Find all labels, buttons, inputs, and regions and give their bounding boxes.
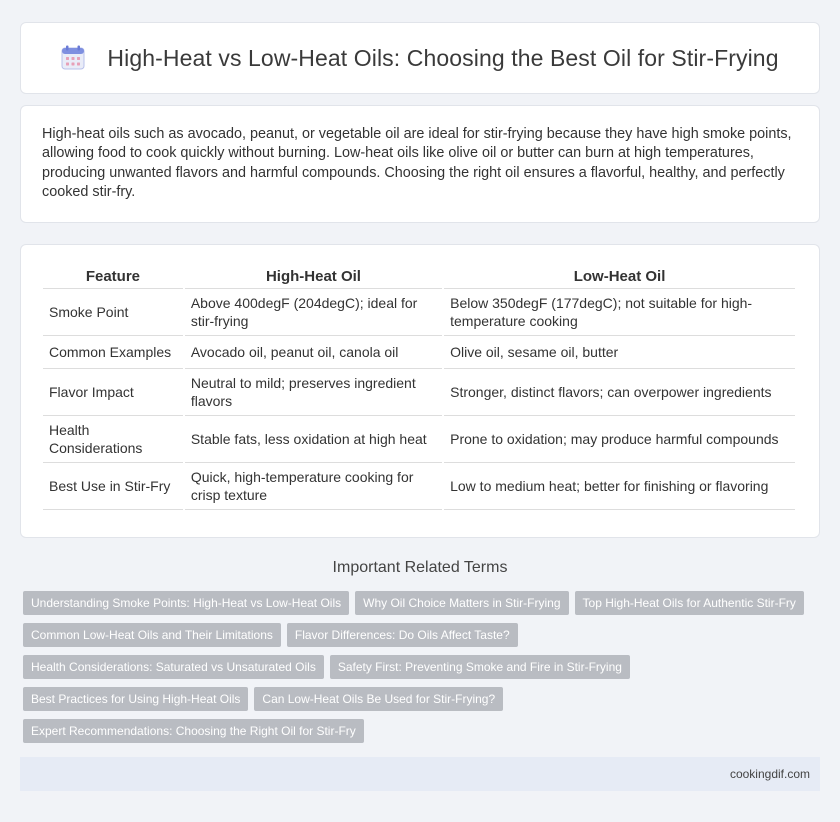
table-header-row: [43, 263, 795, 289]
comparison-table: [41, 263, 797, 510]
intro-card: [20, 105, 820, 223]
page-header: [20, 22, 820, 94]
table-cell: Olive oil, sesame oil, butter: [444, 336, 795, 369]
related-term-tag[interactable]: Top High-Heat Oils for Authentic Stir-Fry: [575, 591, 804, 615]
table-row: [43, 289, 795, 336]
related-term-tag[interactable]: Expert Recommendations: Choosing the Right Oil for Stir-Fry: [23, 719, 364, 743]
table-cell: Smoke Point: [43, 289, 183, 336]
related-term-tag[interactable]: Health Considerations: Saturated vs Unsaturated Oils: [23, 655, 324, 679]
table-cell: Best Use in Stir-Fry: [43, 463, 183, 510]
related-term-tag[interactable]: Understanding Smoke Points: High-Heat vs Low-Heat Oils: [23, 591, 349, 615]
table-cell: Avocado oil, peanut oil, canola oil: [185, 336, 442, 369]
related-term-tag[interactable]: Common Low-Heat Oils and Their Limitations: [23, 623, 281, 647]
comparison-table-card: [20, 244, 820, 538]
column-header: Low-Heat Oil: [444, 263, 795, 289]
related-terms-list: [23, 591, 823, 743]
related-term-tag[interactable]: Best Practices for Using High-Heat Oils: [23, 687, 248, 711]
table-cell: Below 350degF (177degC); not suitable for high-temperature cooking: [444, 289, 795, 336]
table-cell: Stronger, distinct flavors; can overpower ingredients: [444, 369, 795, 416]
table-cell: Flavor Impact: [43, 369, 183, 416]
table-cell: Stable fats, less oxidation at high heat: [185, 416, 442, 463]
table-cell: Neutral to mild; preserves ingredient flavors: [185, 369, 442, 416]
table-cell: Low to medium heat; better for finishing or flavoring: [444, 463, 795, 510]
table-row: [43, 369, 795, 416]
table-row: [43, 336, 795, 369]
column-header: High-Heat Oil: [185, 263, 442, 289]
page-title: High-Heat vs Low-Heat Oils: Choosing the Best Oil for Stir-Frying: [107, 44, 779, 71]
footer: [20, 757, 820, 791]
related-terms-title: Important Related Terms: [332, 559, 508, 576]
related-term-tag[interactable]: Can Low-Heat Oils Be Used for Stir-Frying?: [254, 687, 503, 711]
table-cell: Common Examples: [43, 336, 183, 369]
table-row: [43, 416, 795, 463]
table-cell: Health Considerations: [43, 416, 183, 463]
related-term-tag[interactable]: Safety First: Preventing Smoke and Fire in Stir-Frying: [330, 655, 630, 679]
table-cell: Above 400degF (204degC); ideal for stir-frying: [185, 289, 442, 336]
column-header: Feature: [43, 263, 183, 289]
related-term-tag[interactable]: Why Oil Choice Matters in Stir-Frying: [355, 591, 568, 615]
intro-text: High-heat oils such as avocado, peanut, or vegetable oil are ideal for stir-frying because they have high smoke points, allowing food to cook quickly without burning. Low-heat oils like olive oil or butter can burn at high temperatures, producing unwanted flavors and harmful compounds. Choosing the right oil ensures a flavorful, healthy, and perfectly cooked stir-fry.: [42, 126, 792, 201]
table-cell: Quick, high-temperature cooking for crisp texture: [185, 463, 442, 510]
table-row: [43, 463, 795, 510]
footer-site-link[interactable]: cookingdif.com: [729, 767, 810, 781]
table-cell: Prone to oxidation; may produce harmful compounds: [444, 416, 795, 463]
calendar-icon: [61, 45, 85, 71]
related-term-tag[interactable]: Flavor Differences: Do Oils Affect Taste?: [287, 623, 518, 647]
